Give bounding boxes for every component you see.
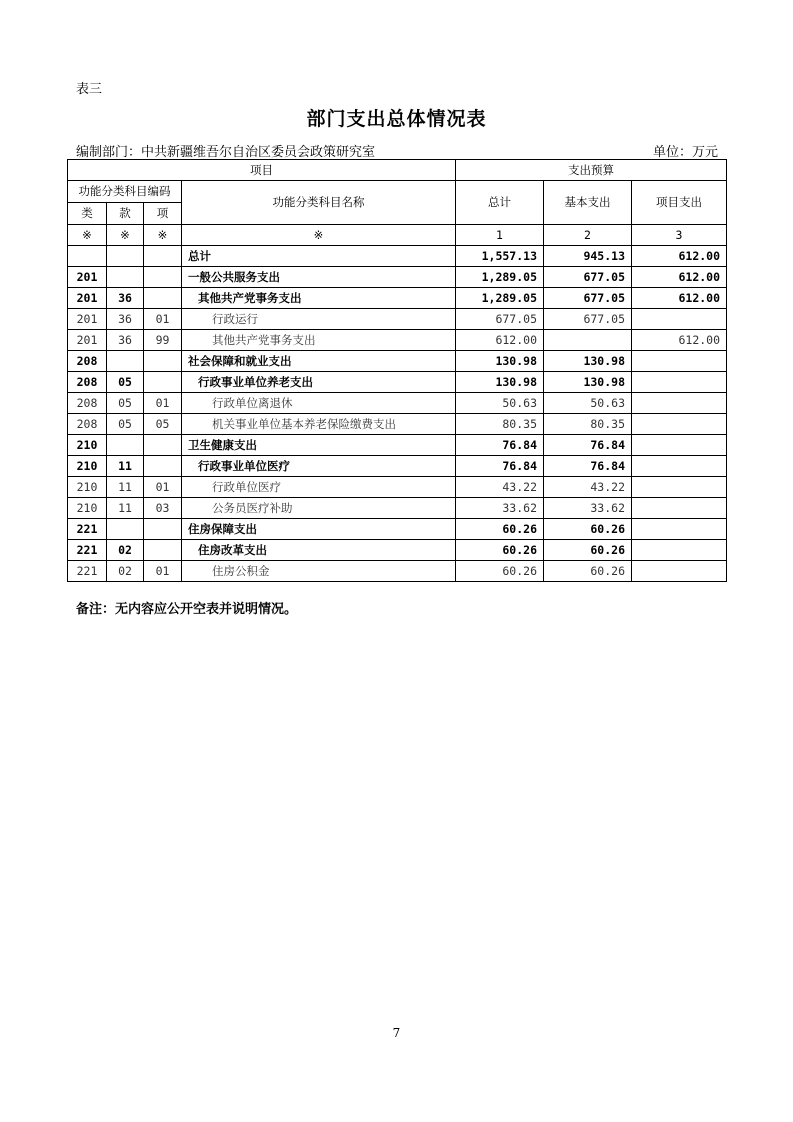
class-code-cell: 210: [68, 435, 107, 456]
item-code-cell: 01: [144, 309, 182, 330]
item-code-cell: [144, 519, 182, 540]
basic-expenditure-cell: 43.22: [544, 477, 632, 498]
category-name-cell: 其他共产党事务支出: [182, 288, 456, 309]
page-number: 7: [392, 1026, 401, 1040]
project-expenditure-cell: 612.00: [632, 246, 727, 267]
basic-expenditure-cell: 60.26: [544, 540, 632, 561]
basic-expenditure-cell: 677.05: [544, 288, 632, 309]
basic-expenditure-cell: 945.13: [544, 246, 632, 267]
header-code-group: 功能分类科目编码: [68, 181, 182, 203]
header-project: 项目: [68, 160, 456, 181]
category-name-cell: 行政单位医疗: [182, 477, 456, 498]
header-row-4: [68, 225, 727, 246]
total-cell: 76.84: [456, 435, 544, 456]
category-name-cell: 社会保障和就业支出: [182, 351, 456, 372]
category-name-cell: 一般公共服务支出: [182, 267, 456, 288]
total-cell: 80.35: [456, 414, 544, 435]
section-code-cell: 05: [107, 372, 144, 393]
item-code-cell: 01: [144, 477, 182, 498]
class-code-cell: 201: [68, 267, 107, 288]
item-code-cell: 05: [144, 414, 182, 435]
category-name-cell: 机关事业单位基本养老保险缴费支出: [182, 414, 456, 435]
section-code-cell: 36: [107, 330, 144, 351]
table-row: [68, 519, 727, 540]
project-expenditure-cell: [632, 372, 727, 393]
header-row-2: [68, 181, 727, 203]
total-cell: 612.00: [456, 330, 544, 351]
project-expenditure-cell: [632, 435, 727, 456]
class-code-cell: 210: [68, 498, 107, 519]
total-cell: 60.26: [456, 561, 544, 582]
table-row: [68, 288, 727, 309]
section-code-cell: 11: [107, 456, 144, 477]
table-row: [68, 435, 727, 456]
section-code-cell: 02: [107, 540, 144, 561]
section-code-cell: 36: [107, 288, 144, 309]
project-expenditure-cell: 612.00: [632, 330, 727, 351]
category-name-cell: 公务员医疗补助: [182, 498, 456, 519]
table-row: [68, 267, 727, 288]
unit-label: 单位：万元: [652, 145, 718, 160]
column-number-3: 3: [632, 225, 727, 246]
total-cell: 33.62: [456, 498, 544, 519]
section-code-cell: 11: [107, 498, 144, 519]
item-code-cell: [144, 246, 182, 267]
section-code-cell: [107, 351, 144, 372]
class-code-cell: 221: [68, 519, 107, 540]
total-cell: 130.98: [456, 351, 544, 372]
class-code-cell: 201: [68, 330, 107, 351]
total-cell: 60.26: [456, 540, 544, 561]
project-expenditure-cell: [632, 540, 727, 561]
item-code-cell: [144, 267, 182, 288]
total-cell: 1,557.13: [456, 246, 544, 267]
category-name-cell: 卫生健康支出: [182, 435, 456, 456]
header-item: 项: [144, 203, 182, 225]
class-code-cell: 201: [68, 309, 107, 330]
item-code-cell: [144, 372, 182, 393]
class-code-cell: 221: [68, 540, 107, 561]
basic-expenditure-cell: 130.98: [544, 372, 632, 393]
project-expenditure-cell: 612.00: [632, 267, 727, 288]
item-code-cell: [144, 435, 182, 456]
section-code-cell: [107, 246, 144, 267]
item-code-cell: [144, 540, 182, 561]
category-name-cell: 行政单位离退休: [182, 393, 456, 414]
basic-expenditure-cell: 76.84: [544, 456, 632, 477]
total-cell: 50.63: [456, 393, 544, 414]
table-row: [68, 351, 727, 372]
item-code-cell: [144, 456, 182, 477]
header-name: 功能分类科目名称: [182, 181, 456, 225]
class-code-cell: 210: [68, 477, 107, 498]
table-row: [68, 498, 727, 519]
category-name-cell: 其他共产党事务支出: [182, 330, 456, 351]
mark-cell: ※: [182, 225, 456, 246]
class-code-cell: 210: [68, 456, 107, 477]
category-name-cell: 住房公积金: [182, 561, 456, 582]
basic-expenditure-cell: 60.26: [544, 519, 632, 540]
category-name-cell: 行政事业单位养老支出: [182, 372, 456, 393]
basic-expenditure-cell: 76.84: [544, 435, 632, 456]
item-code-cell: [144, 351, 182, 372]
header-project-expenditure: 项目支出: [632, 181, 727, 225]
project-expenditure-cell: [632, 519, 727, 540]
header-class: 类: [68, 203, 107, 225]
class-code-cell: 208: [68, 351, 107, 372]
class-code-cell: 208: [68, 393, 107, 414]
item-code-cell: 01: [144, 393, 182, 414]
mark-cell: ※: [144, 225, 182, 246]
table-row: [68, 414, 727, 435]
total-cell: 130.98: [456, 372, 544, 393]
total-cell: 60.26: [456, 519, 544, 540]
category-name-cell: 住房保障支出: [182, 519, 456, 540]
total-cell: 677.05: [456, 309, 544, 330]
page-title: 部门支出总体情况表: [306, 108, 487, 130]
basic-expenditure-cell: 677.05: [544, 267, 632, 288]
section-code-cell: [107, 519, 144, 540]
project-expenditure-cell: [632, 561, 727, 582]
category-name-cell: 行政运行: [182, 309, 456, 330]
category-name-cell: 总计: [182, 246, 456, 267]
column-number-2: 2: [544, 225, 632, 246]
section-code-cell: [107, 435, 144, 456]
project-expenditure-cell: [632, 351, 727, 372]
category-name-cell: 行政事业单位医疗: [182, 456, 456, 477]
basic-expenditure-cell: 33.62: [544, 498, 632, 519]
header-budget: 支出预算: [456, 160, 727, 181]
mark-cell: ※: [68, 225, 107, 246]
class-code-cell: 208: [68, 372, 107, 393]
table-row: [68, 309, 727, 330]
project-expenditure-cell: [632, 309, 727, 330]
department-label: 编制部门：中共新疆维吾尔自治区委员会政策研究室: [76, 145, 376, 160]
table-row: [68, 246, 727, 267]
class-code-cell: 208: [68, 414, 107, 435]
section-code-cell: 05: [107, 414, 144, 435]
column-number-1: 1: [456, 225, 544, 246]
section-code-cell: [107, 267, 144, 288]
project-expenditure-cell: [632, 456, 727, 477]
project-expenditure-cell: [632, 477, 727, 498]
table-row: [68, 393, 727, 414]
project-expenditure-cell: [632, 414, 727, 435]
basic-expenditure-cell: 50.63: [544, 393, 632, 414]
class-code-cell: [68, 246, 107, 267]
header-basic: 基本支出: [544, 181, 632, 225]
item-code-cell: 99: [144, 330, 182, 351]
total-cell: 76.84: [456, 456, 544, 477]
header-total: 总计: [456, 181, 544, 225]
project-expenditure-cell: [632, 498, 727, 519]
header-section: 款: [107, 203, 144, 225]
header-row-1: [68, 160, 727, 181]
total-cell: 43.22: [456, 477, 544, 498]
class-code-cell: 221: [68, 561, 107, 582]
mark-cell: ※: [107, 225, 144, 246]
section-code-cell: 02: [107, 561, 144, 582]
item-code-cell: [144, 288, 182, 309]
page-label: 表三: [76, 82, 103, 97]
section-code-cell: 05: [107, 393, 144, 414]
section-code-cell: 11: [107, 477, 144, 498]
expenditure-table: [67, 159, 727, 582]
table-row: [68, 561, 727, 582]
basic-expenditure-cell: 677.05: [544, 309, 632, 330]
basic-expenditure-cell: 130.98: [544, 351, 632, 372]
table-row: [68, 372, 727, 393]
item-code-cell: 01: [144, 561, 182, 582]
basic-expenditure-cell: 80.35: [544, 414, 632, 435]
table-row: [68, 540, 727, 561]
item-code-cell: 03: [144, 498, 182, 519]
footnote: 备注：无内容应公开空表并说明情况。: [76, 602, 298, 617]
class-code-cell: 201: [68, 288, 107, 309]
category-name-cell: 住房改革支出: [182, 540, 456, 561]
table-row: [68, 477, 727, 498]
basic-expenditure-cell: [544, 330, 632, 351]
total-cell: 1,289.05: [456, 288, 544, 309]
basic-expenditure-cell: 60.26: [544, 561, 632, 582]
table-row: [68, 456, 727, 477]
section-code-cell: 36: [107, 309, 144, 330]
total-cell: 1,289.05: [456, 267, 544, 288]
project-expenditure-cell: 612.00: [632, 288, 727, 309]
project-expenditure-cell: [632, 393, 727, 414]
table-row: [68, 330, 727, 351]
